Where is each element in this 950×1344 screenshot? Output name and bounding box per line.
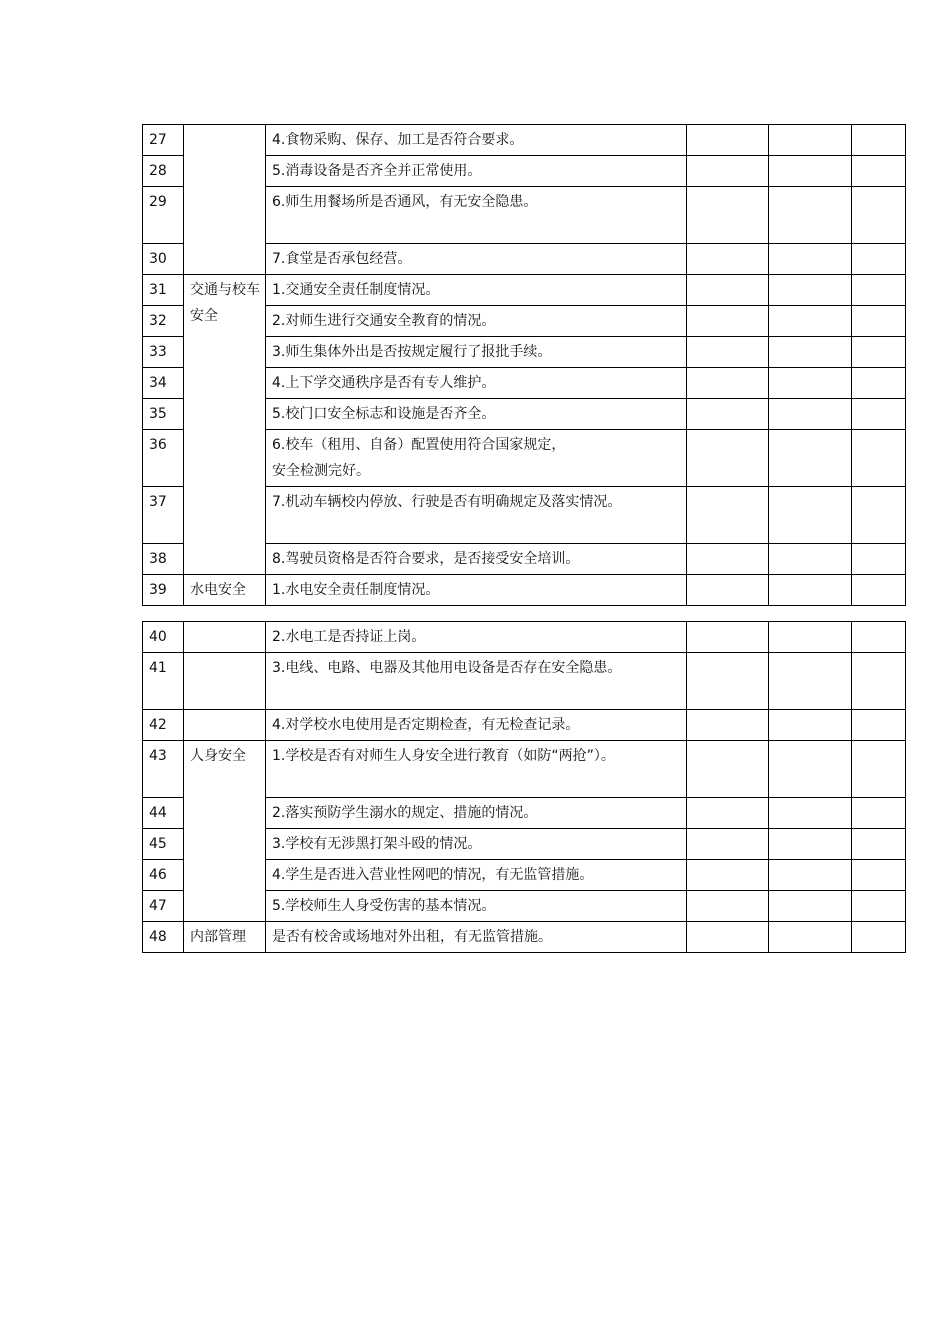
category-cell-empty (184, 710, 266, 741)
check-item: 4.对学校水电使用是否定期检查，有无检查记录。 (266, 710, 687, 741)
category-water-electric: 水电安全 (184, 575, 266, 606)
blank-cell (687, 125, 769, 156)
blank-cell (687, 710, 769, 741)
blank-cell (852, 244, 906, 275)
row-number: 35 (143, 399, 184, 430)
blank-cell (687, 622, 769, 653)
blank-cell (852, 306, 906, 337)
blank-cell (852, 430, 906, 487)
blank-cell (852, 622, 906, 653)
category-cell-empty (184, 653, 266, 710)
blank-cell (852, 544, 906, 575)
row-number: 36 (143, 430, 184, 487)
row-number: 28 (143, 156, 184, 187)
table-row (143, 710, 906, 741)
row-number: 30 (143, 244, 184, 275)
blank-cell (769, 922, 852, 953)
blank-cell (852, 125, 906, 156)
check-item: 4.食物采购、保存、加工是否符合要求。 (266, 125, 687, 156)
table-row (143, 653, 906, 710)
table-row (143, 741, 906, 798)
blank-cell (687, 487, 769, 544)
blank-cell (687, 544, 769, 575)
check-item: 1.交通安全责任制度情况。 (266, 275, 687, 306)
blank-cell (769, 399, 852, 430)
blank-cell (687, 860, 769, 891)
row-number: 48 (143, 922, 184, 953)
row-number: 27 (143, 125, 184, 156)
check-item: 6.师生用餐场所是否通风，有无安全隐患。 (266, 187, 687, 244)
blank-cell (769, 798, 852, 829)
row-number: 31 (143, 275, 184, 306)
check-item: 3.学校有无涉黑打架斗殴的情况。 (266, 829, 687, 860)
blank-cell (852, 829, 906, 860)
check-item: 7.食堂是否承包经营。 (266, 244, 687, 275)
check-item: 3.电线、电路、电器及其他用电设备是否存在安全隐患。 (266, 653, 687, 710)
blank-cell (687, 368, 769, 399)
blank-cell (852, 653, 906, 710)
inspection-table-part-1 (142, 124, 906, 606)
row-number: 32 (143, 306, 184, 337)
blank-cell (769, 741, 852, 798)
category-cell-empty (184, 622, 266, 653)
table-row (143, 125, 906, 156)
blank-cell (852, 156, 906, 187)
blank-cell (769, 125, 852, 156)
check-item: 8.驾驶员资格是否符合要求，是否接受安全培训。 (266, 544, 687, 575)
blank-cell (852, 368, 906, 399)
blank-cell (769, 244, 852, 275)
blank-cell (852, 337, 906, 368)
blank-cell (769, 368, 852, 399)
blank-cell (769, 487, 852, 544)
blank-cell (769, 653, 852, 710)
blank-cell (852, 922, 906, 953)
blank-cell (687, 306, 769, 337)
inspection-table-part-2 (142, 621, 906, 953)
blank-cell (687, 922, 769, 953)
blank-cell (769, 710, 852, 741)
blank-cell (769, 829, 852, 860)
check-item: 2.对师生进行交通安全教育的情况。 (266, 306, 687, 337)
category-personal: 人身安全 (184, 741, 266, 922)
check-item: 5.消毒设备是否齐全并正常使用。 (266, 156, 687, 187)
blank-cell (852, 487, 906, 544)
blank-cell (852, 275, 906, 306)
blank-cell (769, 860, 852, 891)
blank-cell (769, 891, 852, 922)
check-item: 5.学校师生人身受伤害的基本情况。 (266, 891, 687, 922)
row-number: 43 (143, 741, 184, 798)
check-item: 2.落实预防学生溺水的规定、措施的情况。 (266, 798, 687, 829)
check-item: 7.机动车辆校内停放、行驶是否有明确规定及落实情况。 (266, 487, 687, 544)
blank-cell (687, 187, 769, 244)
category-traffic: 交通与校车安全 (184, 275, 266, 575)
blank-cell (687, 337, 769, 368)
blank-cell (687, 653, 769, 710)
blank-cell (687, 798, 769, 829)
check-item: 2.水电工是否持证上岗。 (266, 622, 687, 653)
blank-cell (852, 575, 906, 606)
check-item: 5.校门口安全标志和设施是否齐全。 (266, 399, 687, 430)
blank-cell (687, 244, 769, 275)
blank-cell (769, 622, 852, 653)
blank-cell (687, 741, 769, 798)
blank-cell (852, 860, 906, 891)
blank-cell (852, 710, 906, 741)
row-number: 46 (143, 860, 184, 891)
blank-cell (687, 156, 769, 187)
row-number: 29 (143, 187, 184, 244)
blank-cell (769, 156, 852, 187)
row-number: 38 (143, 544, 184, 575)
row-number: 40 (143, 622, 184, 653)
blank-cell (687, 430, 769, 487)
blank-cell (852, 798, 906, 829)
check-item: 4.上下学交通秩序是否有专人维护。 (266, 368, 687, 399)
check-item: 4.学生是否进入营业性网吧的情况，有无监管措施。 (266, 860, 687, 891)
table-row (143, 622, 906, 653)
row-number: 37 (143, 487, 184, 544)
blank-cell (687, 275, 769, 306)
blank-cell (687, 891, 769, 922)
row-number: 44 (143, 798, 184, 829)
blank-cell (687, 399, 769, 430)
row-number: 47 (143, 891, 184, 922)
blank-cell (769, 430, 852, 487)
row-number: 33 (143, 337, 184, 368)
table-row (143, 275, 906, 306)
check-item: 1.水电安全责任制度情况。 (266, 575, 687, 606)
row-number: 42 (143, 710, 184, 741)
check-item: 是否有校舍或场地对外出租，有无监管措施。 (266, 922, 687, 953)
blank-cell (852, 891, 906, 922)
table-row (143, 575, 906, 606)
blank-cell (852, 187, 906, 244)
blank-cell (769, 544, 852, 575)
check-item: 6.校车（租用、自备）配置使用符合国家规定，安全检测完好。 (266, 430, 687, 487)
row-number: 34 (143, 368, 184, 399)
blank-cell (687, 829, 769, 860)
blank-cell (769, 306, 852, 337)
category-cell-empty (184, 125, 266, 275)
blank-cell (769, 575, 852, 606)
blank-cell (769, 187, 852, 244)
blank-cell (687, 575, 769, 606)
category-internal: 内部管理 (184, 922, 266, 953)
blank-cell (852, 741, 906, 798)
row-number: 39 (143, 575, 184, 606)
blank-cell (769, 275, 852, 306)
row-number: 45 (143, 829, 184, 860)
blank-cell (852, 399, 906, 430)
blank-cell (769, 337, 852, 368)
check-item: 1.学校是否有对师生人身安全进行教育（如防“两抢”）。 (266, 741, 687, 798)
check-item: 3.师生集体外出是否按规定履行了报批手续。 (266, 337, 687, 368)
table-row (143, 922, 906, 953)
row-number: 41 (143, 653, 184, 710)
